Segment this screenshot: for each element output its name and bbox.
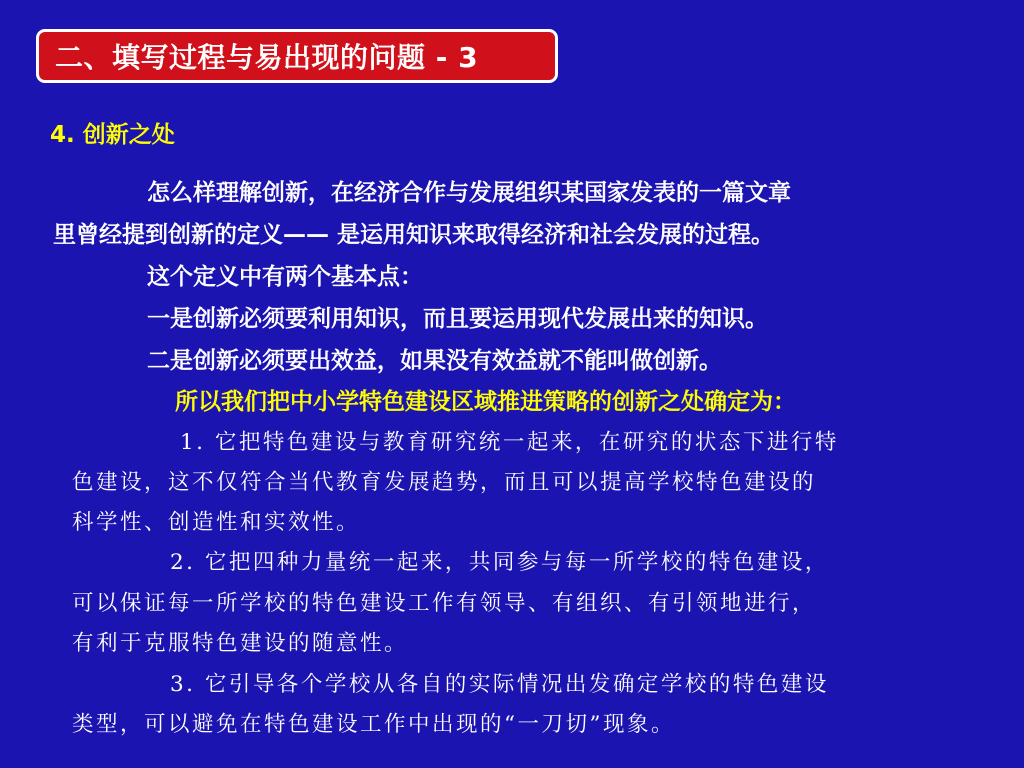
point-line: 类型，可以避免在特色建设工作中出现的“一刀切”现象。: [72, 712, 675, 737]
intro-line: 怎么样理解创新，在经济合作与发展组织某国家发表的一篇文章: [147, 180, 791, 206]
lead-in-line: 所以我们把中小学特色建设区域推进策略的创新之处确定为：: [175, 389, 796, 415]
point-line: 有利于克服特色建设的随意性。: [72, 631, 409, 656]
section-heading: 4. 创新之处: [50, 122, 175, 148]
point-line: 可以保证每一所学校的特色建设工作有领导、有组织、有引领地进行，: [72, 591, 817, 616]
point-line: 1. 它把特色建设与教育研究统一起来，在研究的状态下进行特: [180, 430, 839, 455]
slide-title: 二、填写过程与易出现的问题 - 3: [55, 41, 479, 74]
intro-line: 里曾经提到创新的定义—— 是运用知识来取得经济和社会发展的过程。: [53, 222, 775, 248]
point-line: 2. 它把四种力量统一起来，共同参与每一所学校的特色建设，: [170, 550, 829, 575]
title-banner: [36, 29, 558, 83]
point-line: 3. 它引导各个学校从各自的实际情况出发确定学校的特色建设: [170, 672, 829, 697]
intro-line: 一是创新必须要利用知识，而且要运用现代发展出来的知识。: [147, 306, 768, 332]
intro-line: 二是创新必须要出效益，如果没有效益就不能叫做创新。: [147, 348, 722, 374]
point-line: 色建设，这不仅符合当代教育发展趋势，而且可以提高学校特色建设的: [72, 470, 817, 495]
intro-line: 这个定义中有两个基本点：: [147, 264, 423, 290]
point-line: 科学性、创造性和实效性。: [72, 510, 361, 535]
